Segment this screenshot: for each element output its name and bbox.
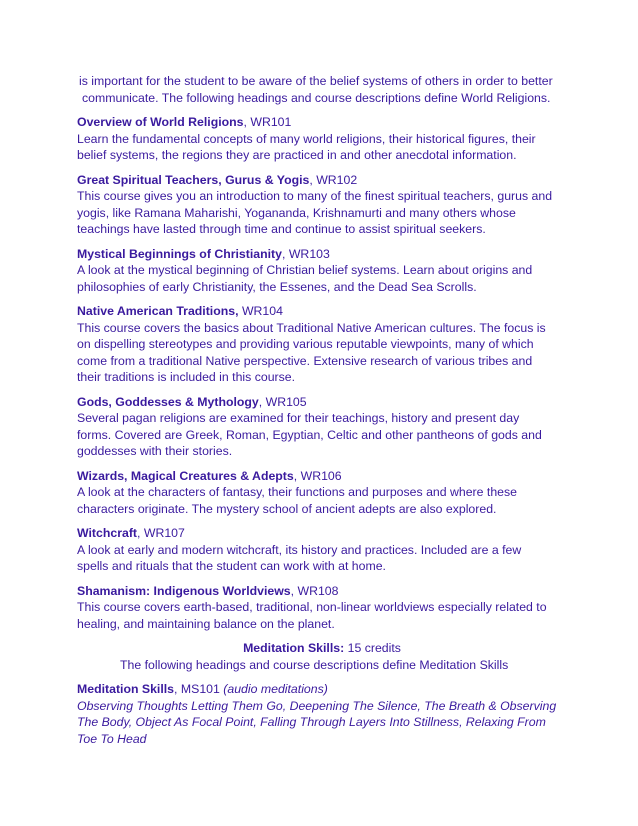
- course-heading: Gods, Goddesses & Mythology, WR105: [77, 394, 307, 409]
- course-desc-line: their traditions is included in this course.: [77, 370, 296, 384]
- meditation-section-heading: [77, 640, 567, 657]
- course-ms101: [77, 681, 567, 747]
- course-wr105: [77, 394, 567, 460]
- course-code: WR103: [288, 246, 330, 261]
- course-desc-line: A look at the mystical beginning of Christian belief systems. Learn about origins and: [77, 263, 533, 277]
- course-code: WR104: [241, 304, 283, 318]
- section-credits: 15 credits: [347, 641, 401, 655]
- course-desc-line: This course covers earth-based, traditional, non-linear worldviews especially related to: [77, 600, 547, 614]
- course-title: Gods, Goddesses & Mythology: [77, 394, 259, 409]
- course-title: Mystical Beginnings of Christianity: [77, 246, 282, 261]
- course-desc-line: characters originate. The mystery school of ancient adepts are also explored.: [77, 501, 497, 516]
- course-desc-line: Several pagan religions are examined for their teachings, history and present day: [77, 411, 520, 425]
- course-desc-line: on dispelling stereotypes and providing various reputable viewpoints, many of which: [77, 337, 534, 351]
- course-desc-line: teachings have lasted through time and continue to assist spiritual seekers.: [77, 222, 486, 236]
- course-title: Great Spiritual Teachers, Gurus & Yogis: [77, 172, 310, 187]
- section-title: Meditation Skills:: [243, 641, 345, 655]
- course-code: MS101: [180, 682, 220, 696]
- course-desc-line: forms. Covered are Greek, Roman, Egyptian, Celtic and other pantheons of gods and: [77, 427, 542, 442]
- meditation-section-subheading: The following headings and course descriptions define Meditation Skills: [120, 657, 509, 672]
- course-desc-line: Learn the fundamental concepts of many world religions, their historical figures, their: [77, 131, 536, 146]
- course-code: WR108: [297, 583, 339, 598]
- course-title: Shamanism: Indigenous Worldviews: [77, 583, 291, 598]
- course-desc-line: healing, and maintaining balance on the planet.: [77, 616, 335, 631]
- course-title: Meditation Skills: [77, 682, 175, 696]
- course-title: Witchcraft: [77, 526, 138, 540]
- course-desc-line: This course gives you an introduction to many of the finest spiritual teachers, gurus and: [77, 189, 553, 203]
- course-heading: Overview of World Religions, WR101: [77, 115, 292, 129]
- course-title: Overview of World Religions: [77, 115, 244, 129]
- intro-paragraph: [79, 73, 567, 106]
- course-wr106: [77, 468, 567, 518]
- course-wr101: [77, 114, 567, 164]
- course-title: Native American Traditions,: [77, 304, 239, 318]
- course-note: (audio meditations): [223, 682, 328, 696]
- course-desc-line: Toe To Head: [77, 731, 147, 746]
- course-desc-line: The Body, Object As Focal Point, Falling Through Layers Into Stillness, Relaxing From: [77, 715, 546, 729]
- course-code: WR102: [316, 172, 358, 187]
- course-wr102: [77, 172, 567, 238]
- course-desc-line: yogis, like Ramana Maharishi, Yogananda, Krishnamurti and many others whose: [77, 205, 516, 220]
- course-wr104: [77, 303, 567, 386]
- course-desc-line: A look at the characters of fantasy, their functions and purposes and where these: [77, 485, 517, 499]
- course-desc-line: Observing Thoughts Letting Them Go, Deepening The Silence, The Breath & Observing: [77, 698, 557, 713]
- intro-line-2: communicate. The following headings and course descriptions define World Religions.: [82, 90, 551, 105]
- course-code: WR106: [300, 468, 342, 483]
- course-code: WR107: [143, 526, 185, 540]
- course-wr103: [77, 246, 567, 296]
- course-code: WR101: [250, 115, 292, 129]
- course-desc-line: come from a traditional Native perspective. Extensive research of various tribes and: [77, 353, 533, 368]
- course-desc-line: philosophies of early Christianity, the Essenes, and the Dead Sea Scrolls.: [77, 279, 477, 294]
- course-heading: Mystical Beginnings of Christianity, WR103: [77, 246, 330, 261]
- course-wr108: [77, 583, 567, 633]
- course-heading: Wizards, Magical Creatures & Adepts, WR106: [77, 468, 342, 483]
- course-desc-line: belief systems, the regions they are practiced in and other anecdotal information.: [77, 148, 517, 162]
- document-page: [77, 73, 567, 747]
- course-code: WR105: [265, 394, 307, 409]
- course-heading: [77, 303, 567, 320]
- course-desc-line: This course covers the basics about Traditional Native American cultures. The focus is: [77, 320, 546, 335]
- course-desc-line: spells and rituals that the student can work with at home.: [77, 559, 386, 573]
- course-heading: Meditation Skills, MS101 (audio meditations): [77, 682, 328, 696]
- course-heading: Great Spiritual Teachers, Gurus & Yogis, WR102: [77, 172, 358, 187]
- intro-line-1: is important for the student to be aware of the belief systems of others in order to better: [79, 74, 553, 88]
- course-heading: Shamanism: Indigenous Worldviews, WR108: [77, 583, 339, 598]
- course-heading: Witchcraft, WR107: [77, 526, 185, 540]
- course-desc-line: goddesses with their stories.: [77, 444, 233, 458]
- course-wr107: [77, 525, 567, 575]
- course-title: Wizards, Magical Creatures & Adepts: [77, 468, 294, 483]
- course-desc-line: A look at early and modern witchcraft, its history and practices. Included are a few: [77, 542, 522, 557]
